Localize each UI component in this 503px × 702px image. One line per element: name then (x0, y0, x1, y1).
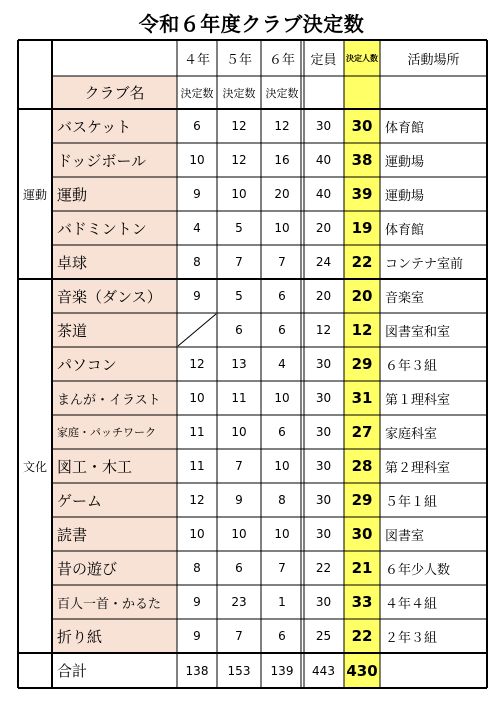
grade5-count: 11 (231, 391, 247, 405)
capacity-value: 20 (315, 289, 332, 303)
activity-place: 運動場 (385, 154, 425, 170)
capacity-value: 40 (315, 187, 332, 201)
grade5-count: 13 (231, 357, 247, 371)
grade6-count: 20 (274, 187, 290, 201)
club-name: 読書 (57, 525, 88, 544)
grade6-count: 7 (278, 255, 286, 269)
decided-total-value: 22 (351, 627, 373, 645)
grade5-count: 7 (235, 255, 243, 269)
grade5-count: 7 (235, 459, 243, 473)
decided-total-value: 30 (351, 525, 373, 543)
grade4-count: 12 (189, 357, 205, 371)
capacity-value: 12 (315, 323, 332, 337)
capacity-value: 30 (315, 527, 332, 541)
grade4-count: 8 (193, 561, 201, 575)
grade5-count: 10 (231, 425, 247, 439)
grade6-decided-header: 決定数 (265, 86, 299, 100)
grade6-count: 4 (278, 357, 286, 371)
grade4-header: ４年 (183, 52, 210, 68)
grade6-count: 6 (278, 289, 286, 303)
decided-grand-total: 430 (346, 661, 378, 680)
decided-total-value: 22 (351, 253, 373, 271)
grade6-count: 6 (278, 629, 286, 643)
grade4-count: 10 (189, 391, 205, 405)
capacity-value: 30 (315, 425, 332, 439)
grade6-count: 10 (274, 459, 290, 473)
grade4-count: 10 (189, 153, 205, 167)
grade5-total: 153 (227, 663, 251, 678)
activity-place: 図書室 (385, 528, 425, 544)
club-name: 家庭・パッチワーク (57, 426, 156, 439)
decided-total-value: 33 (351, 593, 373, 611)
decided-total-header: 決定人数 (346, 53, 378, 63)
decided-total-value: 19 (351, 219, 373, 237)
grade4-count: 8 (193, 255, 201, 269)
club-name: ドッジボール (57, 151, 147, 170)
capacity-value: 25 (315, 629, 332, 643)
activity-place: 第１理科室 (385, 392, 451, 408)
grade5-count: 10 (231, 527, 247, 541)
capacity-total: 443 (312, 663, 335, 678)
club-name: 昔の遊び (57, 559, 118, 578)
capacity-value: 30 (315, 493, 332, 507)
grade4-count: 9 (193, 187, 201, 201)
grade5-count: 6 (235, 323, 243, 337)
grade6-count: 8 (278, 493, 286, 507)
grade4-count: 10 (189, 527, 205, 541)
capacity-value: 30 (315, 459, 332, 473)
club-name: 音楽（ダンス） (57, 287, 162, 306)
activity-place: 体育館 (385, 222, 425, 238)
activity-place: ５年１組 (385, 494, 438, 510)
club-name: まんが・イラスト (57, 392, 161, 408)
page-title: 令和６年度クラブ決定数 (138, 12, 365, 36)
grade6-count: 7 (278, 561, 286, 575)
capacity-header: 定員 (310, 52, 337, 68)
activity-place: ６年少人数 (385, 562, 451, 578)
club-name: 茶道 (57, 321, 88, 340)
grade5-count: 12 (231, 153, 247, 167)
activity-place: ６年３組 (385, 358, 438, 374)
decided-total-value: 12 (351, 321, 373, 339)
grade6-count: 1 (278, 595, 286, 609)
decided-total-value: 38 (351, 151, 373, 169)
decided-total-value: 31 (351, 389, 373, 407)
grade6-count: 6 (278, 425, 286, 439)
grade6-count: 6 (278, 323, 286, 337)
decided-total-value: 27 (351, 423, 373, 441)
capacity-value: 40 (315, 153, 332, 167)
grade5-header: ５年 (225, 52, 252, 68)
grade5-count: 9 (235, 493, 243, 507)
grade6-count: 10 (274, 221, 290, 235)
grade5-count: 5 (235, 221, 243, 235)
category-sports: 運動 (22, 187, 47, 202)
category-culture: 文化 (22, 459, 47, 474)
decided-total-value: 20 (351, 287, 373, 305)
grade5-count: 7 (235, 629, 243, 643)
activity-place: 家庭科室 (385, 426, 438, 442)
decided-total-value: 30 (351, 117, 373, 135)
grade4-total: 138 (185, 663, 209, 678)
grade4-count: 9 (193, 629, 201, 643)
capacity-value: 30 (315, 119, 332, 133)
grade4-count: 11 (189, 459, 205, 473)
decided-total-value: 29 (351, 491, 373, 509)
grade6-count: 10 (274, 391, 290, 405)
club-name: 図工・木工 (57, 457, 133, 476)
decided-total-value: 28 (351, 457, 373, 475)
grade5-count: 10 (231, 187, 247, 201)
activity-place: ４年４組 (385, 596, 438, 612)
grade6-count: 16 (274, 153, 290, 167)
grade5-count: 12 (231, 119, 247, 133)
grade4-count: 4 (193, 221, 201, 235)
grade4-count: 12 (189, 493, 205, 507)
total-label: 合計 (57, 662, 88, 680)
capacity-value: 20 (315, 221, 332, 235)
grade4-count: 9 (193, 289, 201, 303)
decided-total-value: 21 (351, 559, 373, 577)
club-name: 折り紙 (57, 627, 103, 646)
grade6-count: 10 (274, 527, 290, 541)
decided-total-value: 39 (351, 185, 373, 203)
activity-place: ２年３組 (385, 630, 438, 646)
capacity-value: 24 (315, 255, 332, 269)
activity-place: 運動場 (385, 188, 425, 204)
activity-place: 図書室和室 (385, 324, 451, 340)
club-name-header: クラブ名 (84, 84, 145, 102)
club-name: 運動 (57, 185, 88, 204)
decided-total-value: 29 (351, 355, 373, 373)
grade5-count: 23 (231, 595, 247, 609)
capacity-value: 30 (315, 357, 332, 371)
grade4-count (177, 313, 217, 347)
grade6-count: 12 (274, 119, 290, 133)
club-name: バドミントン (57, 219, 147, 238)
grade6-total: 139 (270, 663, 294, 678)
activity-place: 体育館 (385, 120, 425, 136)
capacity-value: 30 (315, 391, 332, 405)
grade5-count: 5 (235, 289, 243, 303)
club-name: 百人一首・かるた (57, 596, 162, 612)
grade4-decided-header: 決定数 (180, 86, 214, 100)
grade4-count: 11 (189, 425, 205, 439)
place-header: 活動場所 (407, 52, 460, 68)
club-name: ゲーム (57, 491, 103, 510)
club-name: 卓球 (57, 253, 88, 272)
capacity-value: 30 (315, 595, 332, 609)
grade6-header: ６年 (268, 52, 295, 68)
grade5-decided-header: 決定数 (222, 86, 256, 100)
club-name: パソコン (57, 355, 117, 374)
grade5-count: 6 (235, 561, 243, 575)
grade4-count: 6 (193, 119, 201, 133)
activity-place: 第２理科室 (385, 460, 451, 476)
capacity-value: 22 (315, 561, 332, 575)
grade4-count: 9 (193, 595, 201, 609)
club-name: バスケット (57, 117, 132, 136)
activity-place: コンテナ室前 (385, 256, 464, 272)
activity-place: 音楽室 (385, 290, 425, 306)
